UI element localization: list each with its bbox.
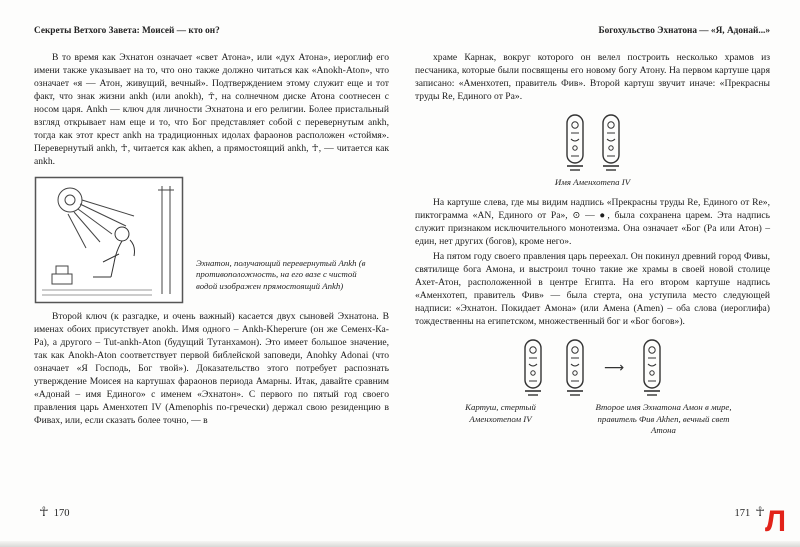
book-bottom-edge — [0, 541, 800, 547]
page-number-left-value: 170 — [53, 508, 70, 519]
cartouche-icon — [562, 337, 588, 399]
cartouche-icon — [598, 112, 624, 174]
ankh-icon: ☥ — [39, 505, 49, 520]
left-page — [34, 26, 389, 526]
arrow-right-icon: ⟶ — [603, 360, 624, 376]
cartouche-pair-illustration — [415, 112, 770, 174]
cartouche-icon — [639, 337, 665, 399]
left-figure-caption: Эхнатон, получающий перевернутый Ankh (в противоположность, на его вазе с чистой водой изображен прямостоящий Ankh) — [196, 257, 366, 291]
left-paragraph-1: В то время как Эхнатон означает «свет Атона», или «дух Атона», иероглиф его имени также указывает на то, что оно также должно читаться как «Anokh-Aton», что означает «я — Атон, живущий, вечный». Подтверждением этому служит еще и тот факт, что знак жизни ankh (или anokh), ☥, на солнечном диске Атона соотнесен с носом царя. Ankh — ключ для личности Эхнатона и его религии. Более пристальный взгляд открывает нам еще и то, что Бог представляет собой с перевернутым ankh, тогда как этот крест ankh на традиционных идолах фараонов расположен «стоймя». Перевернутый ankh, ☥, читается как akhen, а прямостоящий ankh, ☥, — читается как ankh. — [34, 52, 389, 167]
running-header-left: Секреты Ветхого Завета: Моисей — кто он? — [34, 26, 220, 36]
right-paragraph-1: храме Карнак, вокруг которого он велел построить несколько храмов из песчаника, которые были посвящены его новому богу Атону. На первом картуше царя записано: «Аменхотеп, правитель Фив». Второй картуш звучит иначе: «Прекрасны труды Re, Единого от Ра». — [415, 52, 770, 102]
left-figure — [34, 176, 389, 304]
erased-cartouche-caption: Картуш, стертый Аменхотепом IV — [465, 402, 536, 424]
page-number-right-value: 171 — [734, 508, 751, 519]
cartouche-icon — [562, 112, 588, 174]
page-number-left — [34, 505, 69, 520]
running-header-right: Богохульство Эхнатона — «Я, Адонай...» — [598, 26, 770, 36]
cartouche-icon — [520, 337, 546, 399]
right-page — [415, 26, 770, 526]
right-paragraph-2: На картуше слева, где мы видим надпись «Прекрасны труды Re, Единого от Re», пиктограмма «AN, Единого от Ра», ⊙ — ●, была сохранена царем. Эта надпись служит признаком исключительного монотеизма. Она означает «Бог (Ра или Атон) – един, нет других (богов), кроме него». — [415, 197, 770, 247]
second-name-caption: Второе имя Эхнатона Амон в мире, правитель Фив Akhen, вечный свет Атона — [595, 402, 732, 435]
left-paragraph-2: Второй ключ (к разгадке, и очень важный) касается двух сыновей Эхнатона. В именах обоих присутствует anokh. Имя одного – Ankh-Kheperure (он же Семенх-Ка-Ра), а другого – Tut-ankh-Aton (будущий Тутанхамон). Это имеет большое значение, так как Anokh-Aton соответствует первой библейской заповеди, Anohky Adonai (что означает «Я Господь, Бог твой»). Доказательство этого потребует распознать утверждение Моисея на картушах фараонов периода Амарны. Итак, давайте сравним «Адонай – имя Единого» с именем «Эхнатон». С первого по пятый год своего правления царь Аменхотеп IV (Amenophis по-гречески) держал свою резиденцию в Фивах, или, если сказать более точно, — в — [34, 311, 389, 426]
cartouche-captions — [415, 402, 770, 437]
egyptian-scene-illustration — [34, 176, 184, 304]
erased-cartouche-illustration — [415, 337, 770, 399]
ankh-icon: ☥ — [755, 505, 765, 520]
right-paragraph-3: На пятом году своего правления царь переехал. Он покинул древний город Фивы, святилище бога Амона, и выстроил точно такие же храмы в своей новой столице Ахет-Атон, расположенной в центре Египта. На его втором картуше надпись «Аменхотеп, правитель Фив» — была стерта, она уступила место следующей надписи: «Эхнатон. Покидает Амона» (или Амена (Amen) – оба слова (иероглифа) тождественны на египетском, множественный бог и «Бог богов»). — [415, 251, 770, 327]
publisher-logo: Л — [764, 505, 786, 538]
cartouche-pair-caption: Имя Аменхотепа IV — [554, 177, 631, 187]
